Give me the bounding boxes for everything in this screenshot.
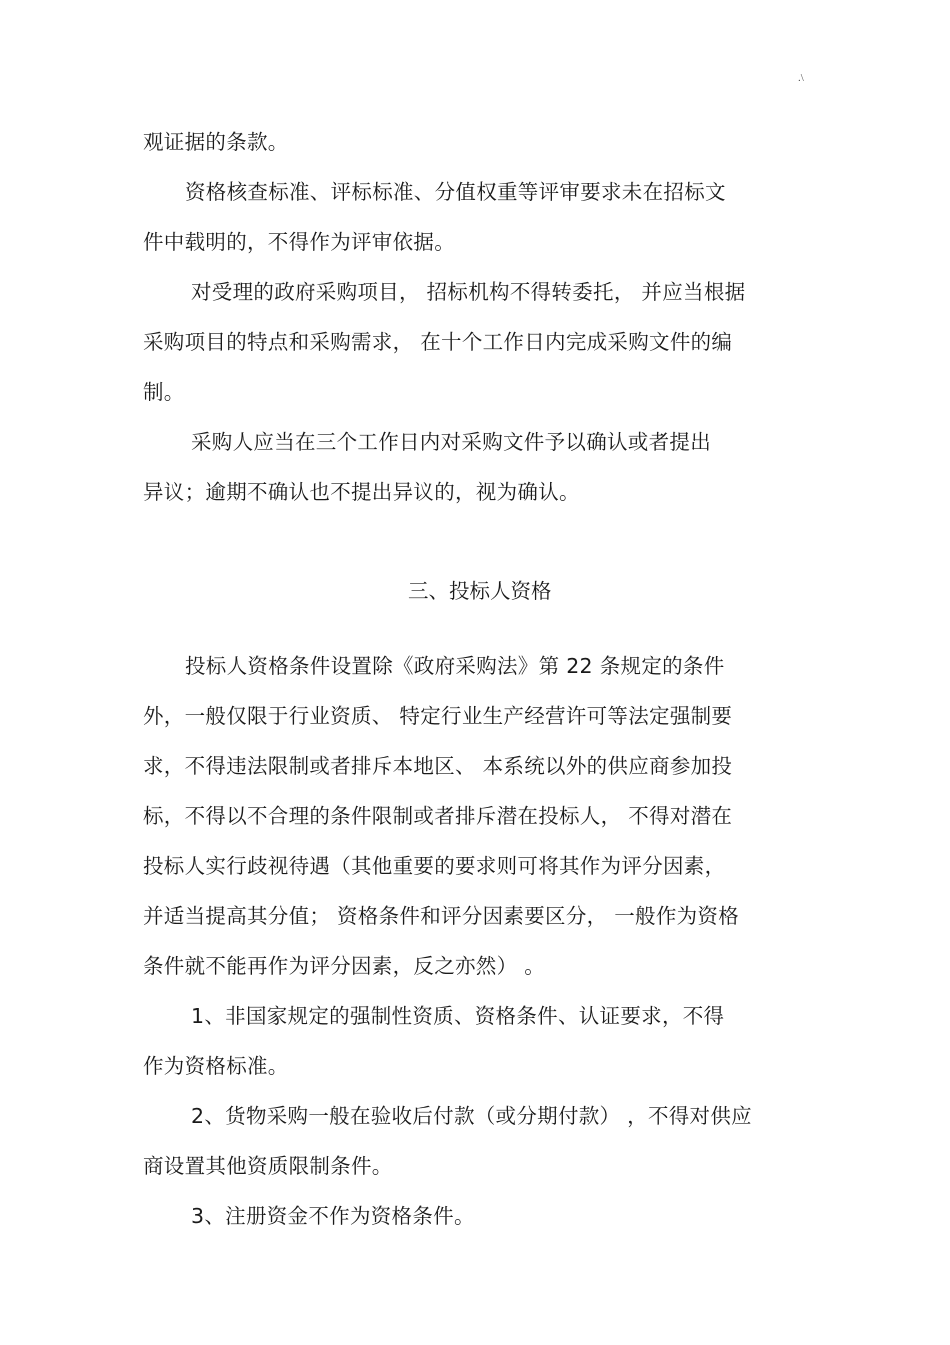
paragraph-line: 制。: [143, 380, 185, 404]
paragraph-line: 条件就不能再作为评分因素，反之亦然） 。: [143, 954, 546, 978]
paragraph-line: 并适当提高其分值； 资格条件和评分因素要区分， 一般作为资格: [143, 904, 740, 928]
paragraph-line: 采购人应当在三个工作日内对采购文件予以确认或者提出: [191, 430, 711, 454]
paragraph-line: 商设置其他资质限制条件。: [143, 1154, 393, 1178]
paragraph-line: 对受理的政府采购项目， 招标机构不得转委托， 并应当根据: [191, 280, 746, 304]
section-title: 三、投标人资格: [408, 579, 552, 603]
list-item-2: 2、货物采购一般在验收后付款（或分期付款） ，不得对供应: [191, 1104, 752, 1128]
list-item-1: 1、非国家规定的强制性资质、资格条件、认证要求，不得: [191, 1004, 725, 1028]
paragraph-line: 作为资格标准。: [143, 1054, 289, 1078]
paragraph-line: 件中载明的，不得作为评审依据。: [143, 230, 455, 254]
paragraph-line: 资格核查标准、评标标准、分值权重等评审要求未在招标文: [185, 180, 726, 204]
paragraph-line: 外，一般仅限于行业资质、 特定行业生产经营许可等法定强制要: [143, 704, 733, 728]
paragraph-line: 异议；逾期不确认也不提出异议的，视为确认。: [143, 480, 580, 504]
list-item-3: 3、注册资金不作为资格条件。: [191, 1204, 475, 1228]
paragraph-line: 标，不得以不合理的条件限制或者排斥潜在投标人， 不得对潜在: [143, 804, 733, 828]
paragraph-line: 投标人实行歧视待遇（其他重要的要求则可将其作为评分因素，: [143, 854, 726, 878]
paragraph-line: 观证据的条款。: [143, 130, 289, 154]
paragraph-line: 求，不得违法限制或者排斥本地区、 本系统以外的供应商参加投: [143, 754, 733, 778]
paragraph-line: 投标人资格条件设置除《政府采购法》第 22 条规定的条件: [185, 654, 725, 678]
header-mark: .\: [798, 72, 804, 84]
paragraph-line: 采购项目的特点和采购需求， 在十个工作日内完成采购文件的编: [143, 330, 733, 354]
